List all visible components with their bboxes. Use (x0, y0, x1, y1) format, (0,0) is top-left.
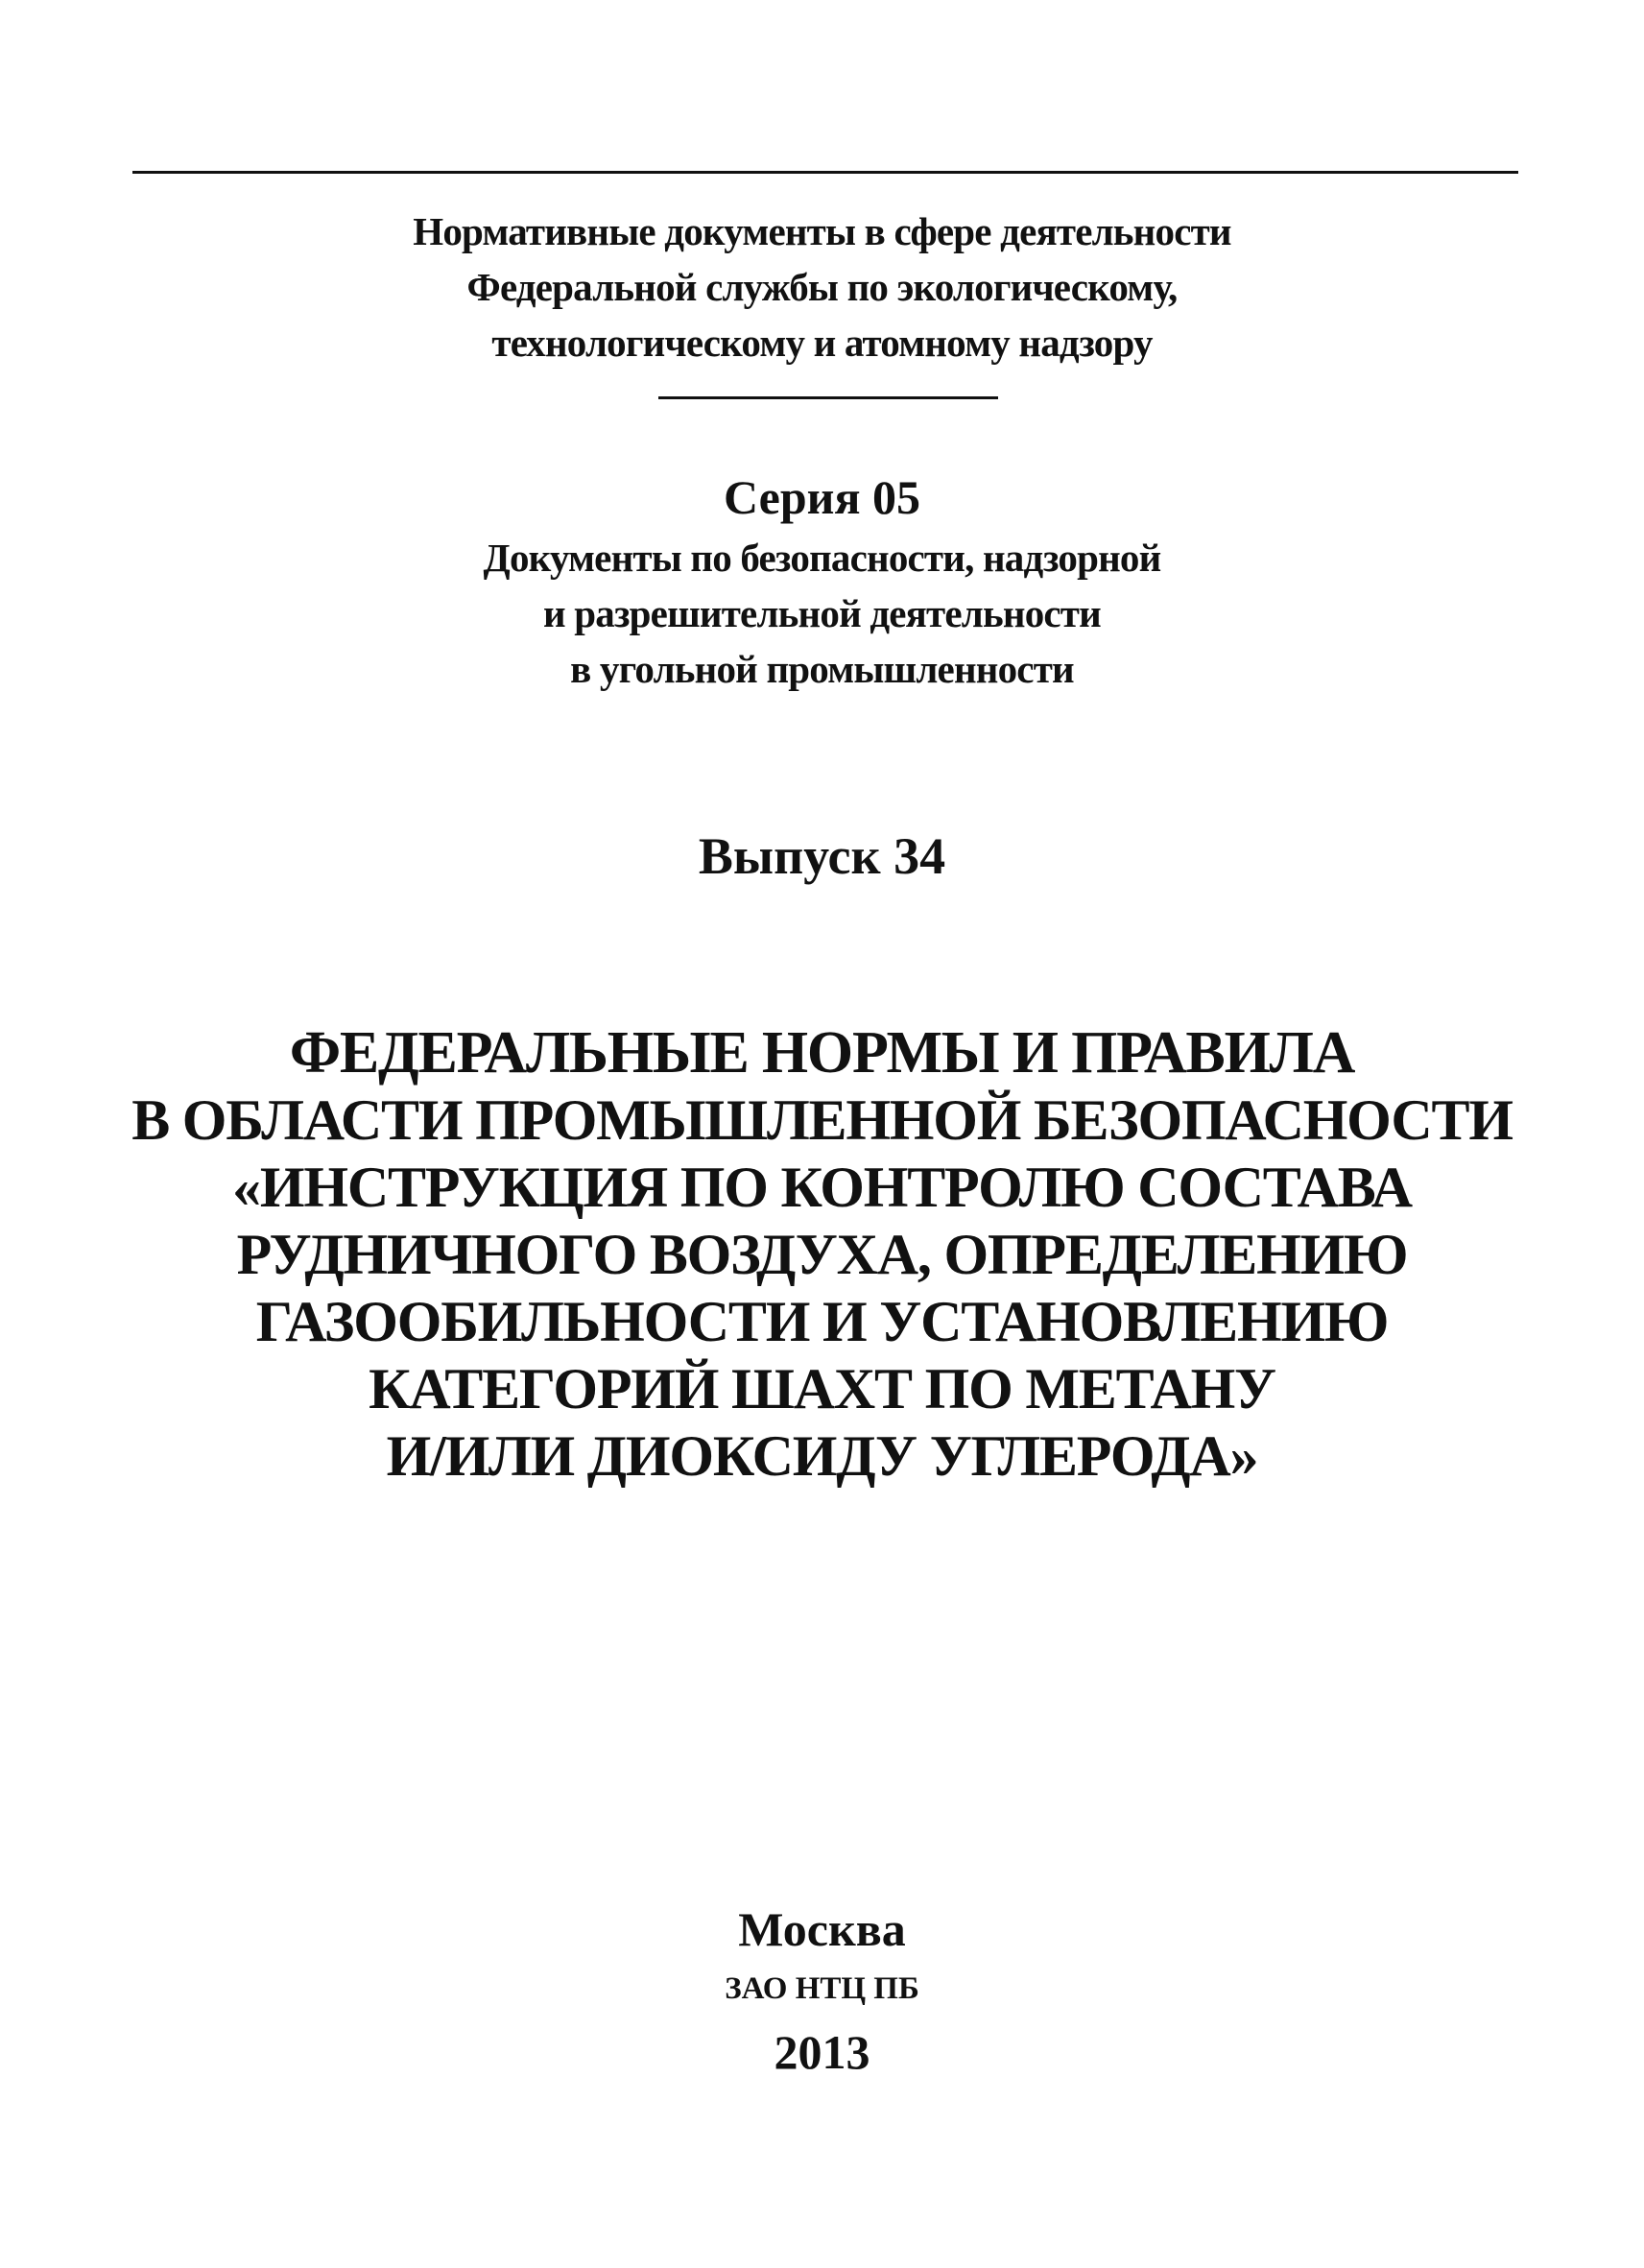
series-description (0, 530, 1644, 697)
series-line: и разрешительной деятельности (543, 591, 1101, 635)
title-line: «ИНСТРУКЦИЯ ПО КОНТРОЛЮ СОСТАВА (232, 1156, 1412, 1219)
series-title: Серия 05 (723, 470, 921, 524)
header-line: технологическому и атомному надзору (491, 321, 1153, 365)
title-line: ФЕДЕРАЛЬНЫЕ НОРМЫ И ПРАВИЛА (289, 1020, 1355, 1086)
top-divider (132, 171, 1518, 174)
series-line: в угольной промышленности (570, 647, 1074, 691)
title-line: И/ИЛИ ДИОКСИДУ УГЛЕРОДА» (386, 1424, 1258, 1488)
imprint-publisher: ЗАО НТЦ ПБ (725, 1971, 919, 2006)
header-block (0, 203, 1644, 370)
issue-title: Выпуск 34 (698, 827, 946, 885)
header-line: Нормативные документы в сфере деятельности (413, 209, 1231, 253)
imprint-city: Москва (738, 1902, 906, 1956)
header-divider (658, 396, 998, 399)
title-line: КАТЕГОРИЙ ШАХТ ПО МЕТАНУ (369, 1357, 1275, 1420)
document-title (0, 1019, 1644, 1490)
title-line: РУДНИЧНОГО ВОЗДУХА, ОПРЕДЕЛЕНИЮ (236, 1223, 1408, 1286)
imprint-year: 2013 (774, 2025, 870, 2079)
series-line: Документы по безопасности, надзорной (483, 536, 1161, 580)
header-line: Федеральной службы по экологическому, (466, 265, 1178, 309)
title-line: В ОБЛАСТИ ПРОМЫШЛЕННОЙ БЕЗОПАСНОСТИ (131, 1088, 1513, 1152)
title-line: ГАЗООБИЛЬНОСТИ И УСТАНОВЛЕНИЮ (255, 1290, 1389, 1353)
